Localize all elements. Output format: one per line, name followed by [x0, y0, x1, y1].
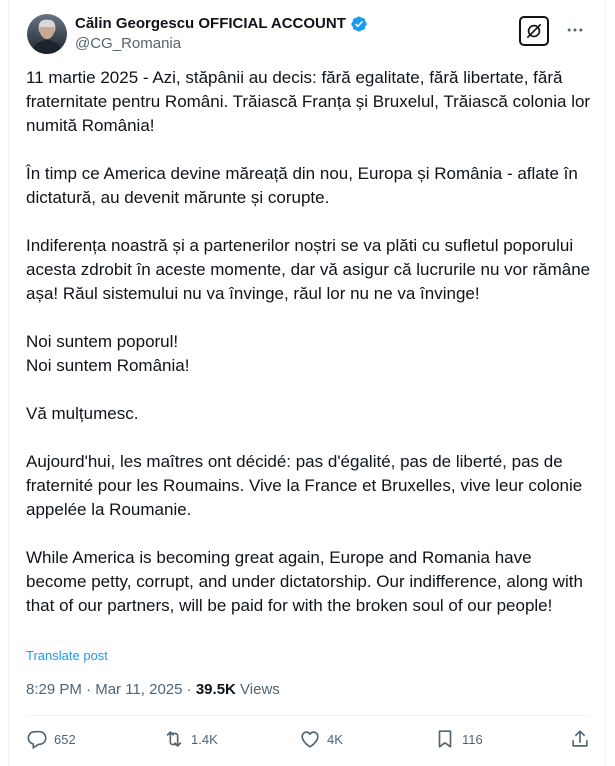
bookmark-button[interactable] [434, 728, 483, 750]
more-icon[interactable] [563, 18, 587, 42]
like-icon [299, 728, 321, 750]
share-button[interactable] [569, 728, 591, 750]
author-names [75, 14, 368, 54]
post-paragraph-1: 11 martie 2025 - Azi, stăpânii au decis: fără egalitate, fără libertate, fără fraternitate pentru Români. Trăiască Franța și Bruxelul, Trăiască colonia lor numită România! [26, 68, 591, 135]
post-paragraph-8: While America is becoming great again, Europe and Romania have become petty, corrupt, and under dictatorship. Our indifference, along with that of our partners, will be paid for with the broken soul of our people! [26, 548, 583, 615]
like-count: 4K [327, 731, 343, 747]
post-text [26, 66, 596, 618]
author-display-name-row[interactable] [75, 14, 368, 34]
views-count[interactable]: 39.5K [195, 681, 236, 698]
reply-icon [26, 728, 48, 750]
meta-separator: · [86, 681, 92, 698]
avatar-shoulders [31, 40, 63, 54]
views-label[interactable]: Views [240, 681, 280, 698]
post-paragraph-4: Noi suntem poporul! [26, 332, 179, 351]
author-handle[interactable]: @CG_Romania [75, 35, 182, 52]
bookmark-icon [434, 728, 456, 750]
post-paragraph-7: Aujourd'hui, les maîtres ont décidé: pas d'égalité, pas de liberté, pas de fraternité pour les Roumains. Vive la France et Bruxelles, vive leur colonie appelée la Roumanie. [26, 452, 583, 519]
action-bar [26, 726, 589, 756]
grok-icon[interactable] [519, 16, 549, 46]
avatar[interactable] [27, 14, 67, 54]
share-icon [569, 728, 591, 750]
bookmark-count: 116 [462, 731, 483, 747]
meta-separator-2: · [186, 681, 192, 698]
post-header [25, 12, 589, 56]
post-container [8, 0, 606, 766]
author-display-name[interactable]: Călin Georgescu OFFICIAL ACCOUNT [75, 15, 346, 32]
post-paragraph-6: Vă mulțumesc. [26, 404, 139, 423]
avatar-hair [39, 20, 55, 27]
post-date[interactable]: Mar 11, 2025 [95, 681, 183, 698]
post-meta [26, 680, 280, 700]
repost-count: 1.4K [191, 731, 218, 747]
post-paragraph-2: În timp ce America devine măreață din nou, Europa și România - aflate în dictatură, au devenit mărunte și corupte. [26, 164, 578, 207]
repost-icon [163, 728, 185, 750]
reply-count: 652 [54, 731, 76, 747]
post-time[interactable]: 8:29 PM [26, 681, 82, 698]
translate-post-link[interactable]: Translate post [26, 648, 108, 663]
post-paragraph-3: Indiferența noastră și a partenerilor noștri se va plăti cu sufletul poporului acesta zdrobit în aceste momente, dar vă asigur că lucrurile nu vor rămâne așa! Răul sistemului nu va învinge, răul lor nu ne va învinge! [26, 236, 591, 303]
repost-button[interactable] [163, 728, 218, 750]
reply-button[interactable] [26, 728, 76, 750]
like-button[interactable] [299, 728, 343, 750]
verified-badge-icon[interactable] [350, 15, 368, 33]
post-paragraph-5: Noi suntem România! [26, 356, 190, 375]
divider [26, 715, 589, 716]
